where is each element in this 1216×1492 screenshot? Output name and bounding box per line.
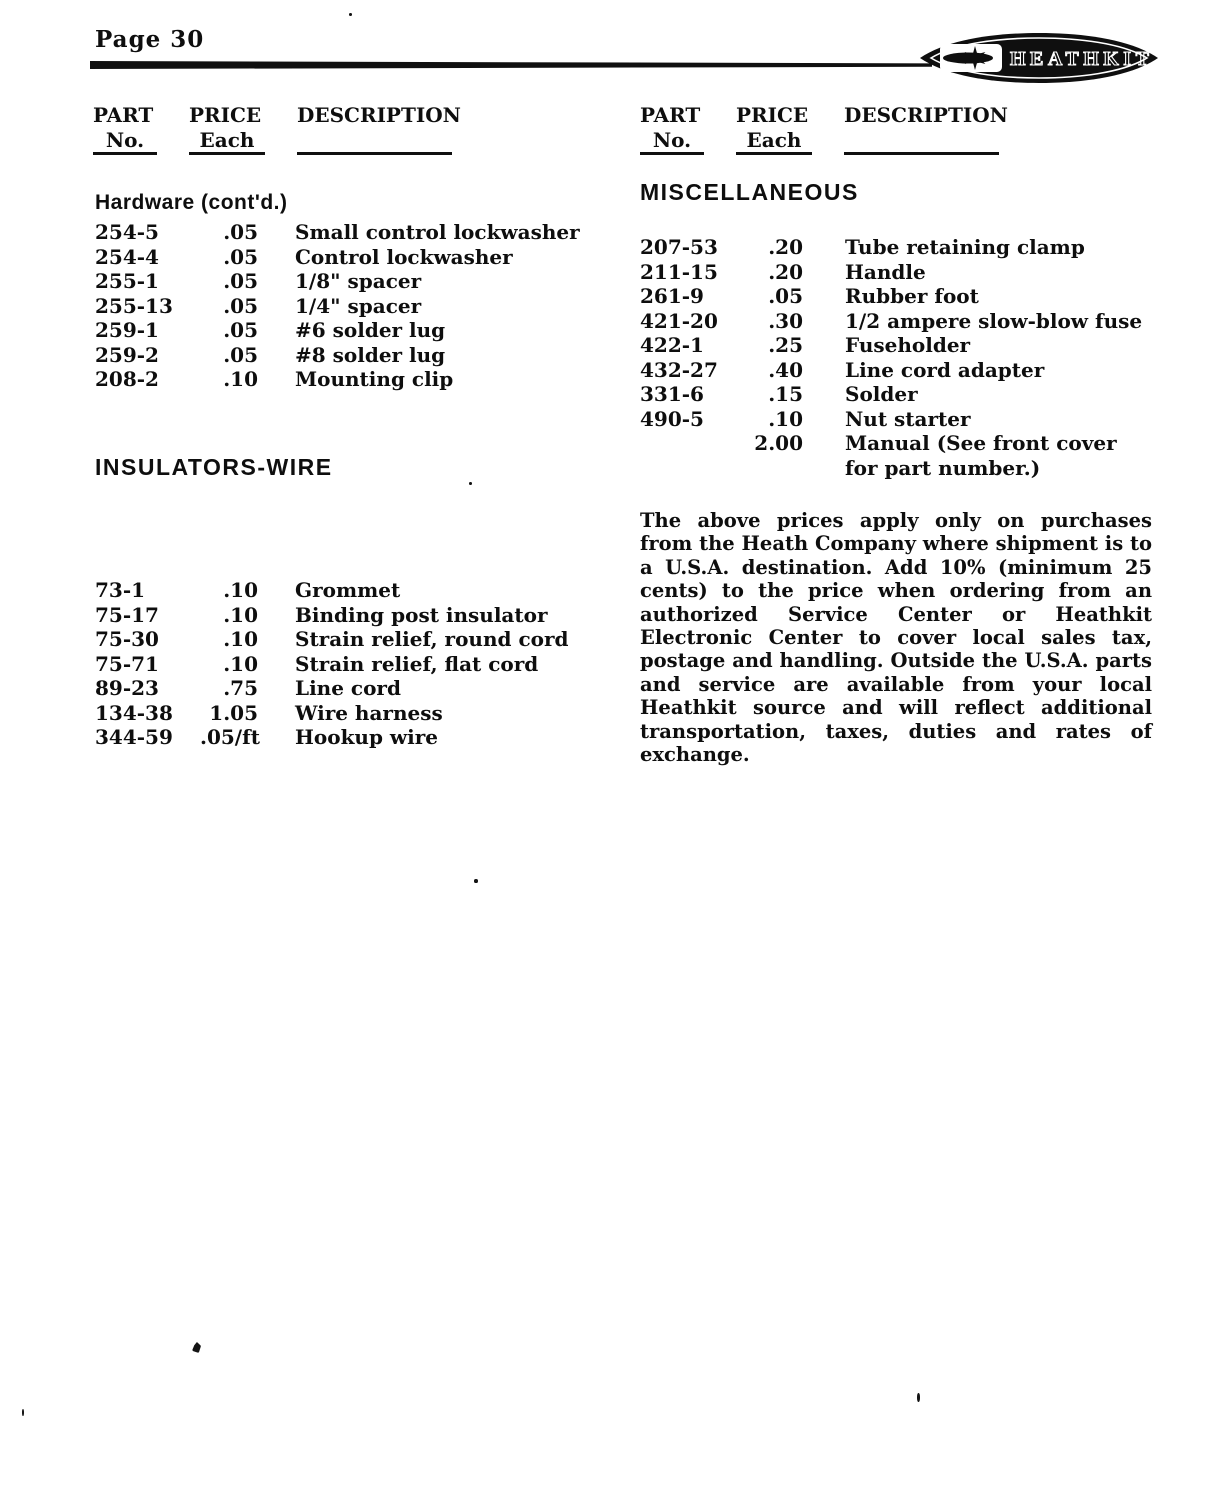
part-number-cell: 422-1 xyxy=(640,333,704,357)
description-cell: Hookup wire xyxy=(295,725,438,749)
description-cell: Line cord adapter xyxy=(845,357,1045,382)
scan-speck xyxy=(469,482,472,485)
price-header-label: PRICE xyxy=(189,103,262,127)
parts-row xyxy=(95,294,615,319)
price-cell: .05 xyxy=(223,220,258,244)
description-header-label: DESCRIPTION xyxy=(844,103,1008,127)
description-cell: Fuseholder xyxy=(845,333,971,357)
table-header-left xyxy=(93,103,563,158)
scan-speck xyxy=(474,879,478,883)
section-title-hardware: Hardware (cont'd.) xyxy=(95,191,288,214)
part-number-cell: 261-9 xyxy=(640,284,704,308)
description-underline xyxy=(844,129,999,155)
logo-text: HEATHKIT xyxy=(1010,48,1154,70)
part-number-cell: 75-30 xyxy=(95,627,159,651)
part-number-cell: 134-38 xyxy=(95,700,173,725)
parts-row xyxy=(95,676,615,701)
heathkit-logo xyxy=(918,31,1160,85)
parts-row xyxy=(640,431,1152,480)
parts-row xyxy=(95,343,615,368)
part-number-cell: 89-23 xyxy=(95,676,159,700)
description-cell: Line cord xyxy=(295,676,401,700)
parts-row xyxy=(640,284,1152,309)
scan-speck xyxy=(349,13,352,16)
price-header-cell xyxy=(736,103,812,155)
price-each-label: Each xyxy=(736,129,812,155)
price-cell: .10 xyxy=(223,651,258,676)
part-header-label: PART xyxy=(93,103,154,127)
price-cell: .05 xyxy=(223,244,258,269)
part-number-cell: 255-13 xyxy=(95,293,173,318)
price-cell: .05 xyxy=(223,269,258,293)
description-cell: Wire harness xyxy=(295,700,443,725)
description-cell: Nut starter xyxy=(845,406,971,431)
part-number-cell: 421-20 xyxy=(640,308,718,333)
price-cell: .05/ft xyxy=(200,725,260,749)
part-number-cell: 207-53 xyxy=(640,235,718,259)
hardware-rows xyxy=(95,220,615,392)
parts-row xyxy=(640,309,1152,334)
part-number-cell: 344-59 xyxy=(95,725,173,749)
parts-row xyxy=(95,603,615,628)
part-no-label: No. xyxy=(640,129,704,155)
price-header-cell xyxy=(189,103,265,155)
description-header-label: DESCRIPTION xyxy=(297,103,461,127)
description-cell: Manual (See front cover for part number.) xyxy=(845,431,1117,480)
part-number-cell: 208-2 xyxy=(95,367,159,391)
description-cell: Mounting clip xyxy=(295,367,454,391)
insulators-wire-rows xyxy=(95,578,615,750)
price-cell: 2.00 xyxy=(754,431,803,455)
description-underline xyxy=(297,129,452,155)
price-cell: .75 xyxy=(223,676,258,700)
price-cell: .25 xyxy=(768,333,803,357)
price-cell: .05 xyxy=(768,284,803,308)
price-cell: .40 xyxy=(768,357,803,382)
price-cell: .20 xyxy=(768,235,803,259)
part-number-cell: 211-15 xyxy=(640,259,718,284)
parts-row xyxy=(640,235,1152,260)
description-cell: Rubber foot xyxy=(845,284,979,308)
description-cell: 1/2 ampere slow-blow fuse xyxy=(845,308,1143,333)
part-no-label: No. xyxy=(93,129,157,155)
parts-row xyxy=(95,367,615,392)
description-cell: 1/4" spacer xyxy=(295,293,422,318)
header-rule xyxy=(90,61,932,69)
price-cell: .05 xyxy=(223,293,258,318)
description-cell: Tube retaining clamp xyxy=(845,235,1085,259)
part-number-cell: 255-1 xyxy=(95,269,159,293)
price-cell: .05 xyxy=(223,342,258,367)
part-number-cell: 75-71 xyxy=(95,651,159,676)
scan-speck xyxy=(917,1393,920,1402)
parts-row xyxy=(95,725,615,750)
scan-speck xyxy=(192,1342,201,1353)
part-number-cell: 331-6 xyxy=(640,382,704,406)
description-cell: Binding post insulator xyxy=(295,602,548,627)
description-cell: Small control lockwasher xyxy=(295,220,580,244)
price-cell: .15 xyxy=(768,382,803,406)
description-cell: Handle xyxy=(845,259,926,284)
part-number-cell: 432-27 xyxy=(640,357,718,382)
description-cell: Grommet xyxy=(295,578,401,602)
price-cell: .20 xyxy=(768,259,803,284)
parts-row xyxy=(95,627,615,652)
description-header-cell xyxy=(297,103,461,155)
price-cell: .30 xyxy=(768,308,803,333)
part-header-cell xyxy=(640,103,704,155)
table-header-right xyxy=(640,103,1110,158)
price-cell: .10 xyxy=(223,367,258,391)
parts-row xyxy=(95,318,615,343)
price-cell: .10 xyxy=(223,578,258,602)
part-number-cell: 490-5 xyxy=(640,406,704,431)
price-each-label: Each xyxy=(189,129,265,155)
section-title-insulators-wire: INSULATORS-WIRE xyxy=(95,454,333,480)
price-cell: .10 xyxy=(223,602,258,627)
description-cell: Control lockwasher xyxy=(295,244,513,269)
description-cell: #6 solder lug xyxy=(295,318,446,342)
parts-row xyxy=(95,652,615,677)
parts-row xyxy=(640,358,1152,383)
price-cell: 1.05 xyxy=(209,700,258,725)
part-header-cell xyxy=(93,103,157,155)
part-number-cell: 254-5 xyxy=(95,220,159,244)
part-number-cell: 75-17 xyxy=(95,602,159,627)
description-cell: Strain relief, flat cord xyxy=(295,651,539,676)
parts-row xyxy=(640,407,1152,432)
scan-speck xyxy=(22,1409,24,1416)
parts-row xyxy=(95,578,615,603)
page-number: Page 30 xyxy=(95,26,205,53)
parts-row xyxy=(95,269,615,294)
price-cell: .05 xyxy=(223,318,258,342)
description-cell: #8 solder lug xyxy=(295,342,446,367)
price-cell: .10 xyxy=(768,406,803,431)
part-number-cell: 259-2 xyxy=(95,342,159,367)
description-header-cell xyxy=(844,103,1008,155)
heathkit-logo-svg xyxy=(918,31,1160,85)
parts-row xyxy=(640,382,1152,407)
parts-row xyxy=(95,245,615,270)
part-number-cell: 73-1 xyxy=(95,578,146,602)
description-cell: 1/8" spacer xyxy=(295,269,422,293)
section-title-miscellaneous: MISCELLANEOUS xyxy=(640,179,859,205)
description-cell: Strain relief, round cord xyxy=(295,627,569,651)
price-header-label: PRICE xyxy=(736,103,809,127)
parts-row xyxy=(640,333,1152,358)
shipping-notice-paragraph: The above prices apply only on purchases from the Heath Company where shipment is to a U.S.A. destination. Add 10% (minimum 25 cents) to the price when ordering from an authorized Service Center or Heathkit Electronic Center to cover local sales tax, postage and handling. Outside the U.S.A. parts and service are available from your local Heathkit source and will reflect additional transportation, taxes, duties and rates of exchange. xyxy=(640,509,1152,767)
parts-row xyxy=(95,701,615,726)
part-number-cell: 254-4 xyxy=(95,244,159,269)
parts-row xyxy=(640,260,1152,285)
part-number-cell: 259-1 xyxy=(95,318,159,342)
miscellaneous-rows xyxy=(640,235,1152,480)
part-header-label: PART xyxy=(640,103,701,127)
price-cell: .10 xyxy=(223,627,258,651)
parts-row xyxy=(95,220,615,245)
description-cell: Solder xyxy=(845,382,918,406)
